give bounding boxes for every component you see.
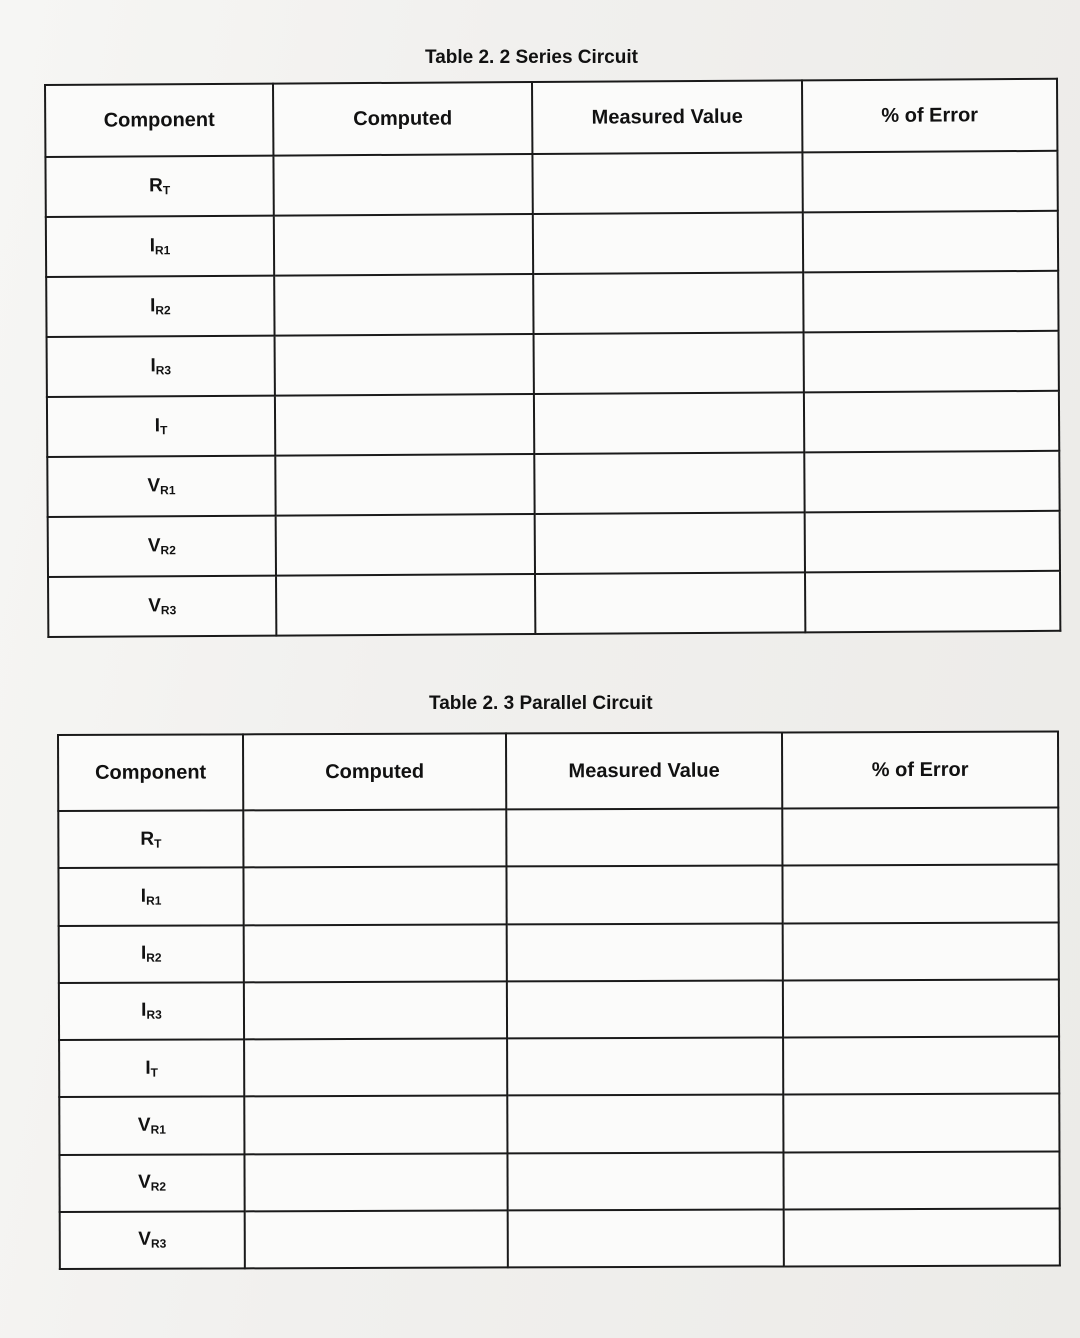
percent-error-cell[interactable]	[783, 922, 1059, 980]
component-symbol: $I_{R3}$	[141, 1000, 162, 1023]
computed-cell[interactable]	[274, 274, 533, 336]
measured-value-cell[interactable]	[506, 866, 782, 924]
component-symbol: $I_T$	[154, 415, 168, 438]
table-row	[60, 1208, 1060, 1269]
percent-error-cell[interactable]	[805, 571, 1060, 633]
measured-value-cell[interactable]	[532, 152, 802, 214]
table-row	[46, 211, 1058, 277]
measured-value-cell[interactable]	[507, 980, 783, 1038]
computed-cell[interactable]	[244, 981, 507, 1039]
header-percent-error: % of Error	[802, 79, 1057, 153]
table-row	[45, 151, 1057, 217]
percent-error-cell[interactable]	[782, 865, 1058, 923]
measured-value-cell[interactable]	[533, 272, 803, 334]
header-computed: Computed	[273, 82, 532, 156]
percent-error-cell[interactable]	[802, 151, 1057, 213]
series-table-caption: Table 2. 2 Series Circuit	[425, 47, 638, 68]
component-symbol: $R_T$	[140, 828, 162, 851]
computed-cell[interactable]	[243, 867, 506, 925]
measured-value-cell[interactable]	[533, 212, 803, 274]
percent-error-cell[interactable]	[783, 1094, 1059, 1152]
component-cell	[48, 516, 276, 577]
table-row	[48, 511, 1060, 577]
computed-cell[interactable]	[244, 1096, 507, 1154]
percent-error-cell[interactable]	[783, 979, 1059, 1037]
component-cell	[45, 156, 273, 217]
computed-cell[interactable]	[244, 1038, 507, 1096]
table-row	[47, 451, 1059, 517]
series-circuit-table	[44, 78, 1061, 638]
component-symbol: $V_{R2}$	[138, 1171, 167, 1194]
header-measured-value: Measured Value	[532, 80, 802, 154]
computed-cell[interactable]	[245, 1210, 508, 1268]
component-cell	[47, 456, 275, 517]
table-row	[59, 1094, 1059, 1155]
component-symbol: $V_{R3}$	[148, 595, 177, 618]
computed-cell[interactable]	[276, 574, 535, 636]
computed-cell[interactable]	[273, 154, 532, 216]
component-cell	[47, 336, 275, 397]
header-component: Component	[58, 734, 243, 811]
computed-cell[interactable]	[274, 214, 533, 276]
table-row	[48, 571, 1060, 637]
percent-error-cell[interactable]	[782, 808, 1058, 866]
component-symbol: $I_{R1}$	[149, 235, 171, 258]
component-cell	[46, 276, 274, 337]
percent-error-cell[interactable]	[783, 1037, 1059, 1095]
computed-cell[interactable]	[244, 1153, 507, 1211]
table-row	[58, 808, 1058, 869]
table-row	[47, 331, 1059, 397]
table-row	[59, 979, 1059, 1040]
table-row	[46, 271, 1058, 337]
component-cell	[59, 982, 244, 1040]
table-row	[59, 1151, 1059, 1212]
component-cell	[48, 576, 276, 637]
percent-error-cell[interactable]	[783, 1151, 1059, 1209]
component-symbol: $I_{R2}$	[149, 295, 171, 318]
component-symbol: $I_T$	[145, 1057, 159, 1080]
component-cell	[58, 868, 243, 926]
computed-cell[interactable]	[244, 924, 507, 982]
measured-value-cell[interactable]	[535, 572, 805, 634]
component-symbol: $I_{R2}$	[140, 942, 162, 965]
component-symbol: $I_{R3}$	[150, 355, 172, 378]
header-component: Component	[45, 84, 273, 157]
component-symbol: $V_{R1}$	[137, 1114, 166, 1137]
component-cell	[60, 1211, 245, 1269]
table-row	[59, 922, 1059, 983]
computed-cell[interactable]	[243, 809, 506, 867]
component-cell	[59, 925, 244, 983]
measured-value-cell[interactable]	[507, 1095, 783, 1153]
measured-value-cell[interactable]	[507, 1037, 783, 1095]
measured-value-cell[interactable]	[506, 808, 782, 866]
percent-error-cell[interactable]	[804, 331, 1059, 393]
percent-error-cell[interactable]	[784, 1208, 1060, 1266]
computed-cell[interactable]	[275, 454, 534, 516]
header-computed: Computed	[243, 733, 506, 810]
component-cell	[58, 810, 243, 868]
parallel-header-row	[58, 732, 1058, 811]
percent-error-cell[interactable]	[803, 271, 1058, 333]
header-percent-error: % of Error	[782, 732, 1058, 809]
component-cell	[46, 216, 274, 277]
measured-value-cell[interactable]	[507, 923, 783, 981]
component-cell	[59, 1039, 244, 1097]
component-symbol: $R_T$	[149, 175, 171, 198]
component-cell	[47, 396, 275, 457]
computed-cell[interactable]	[275, 394, 534, 456]
measured-value-cell[interactable]	[508, 1209, 784, 1267]
measured-value-cell[interactable]	[534, 452, 804, 514]
table-row	[47, 391, 1059, 457]
parallel-circuit-table	[57, 731, 1061, 1270]
measured-value-cell[interactable]	[534, 392, 804, 454]
component-symbol: $V_{R2}$	[147, 535, 176, 558]
component-symbol: $I_{R1}$	[140, 885, 162, 908]
percent-error-cell[interactable]	[804, 391, 1059, 453]
measured-value-cell[interactable]	[507, 1152, 783, 1210]
measured-value-cell[interactable]	[534, 332, 804, 394]
component-cell	[59, 1097, 244, 1155]
series-header-row	[45, 79, 1057, 157]
percent-error-cell[interactable]	[803, 211, 1058, 273]
computed-cell[interactable]	[275, 334, 534, 396]
component-symbol: $V_{R3}$	[138, 1229, 167, 1252]
measured-value-cell[interactable]	[535, 512, 805, 574]
percent-error-cell[interactable]	[805, 511, 1060, 573]
component-cell	[59, 1154, 244, 1212]
percent-error-cell[interactable]	[804, 451, 1059, 513]
table-row	[58, 865, 1058, 926]
computed-cell[interactable]	[276, 514, 535, 576]
parallel-table-caption: Table 2. 3 Parallel Circuit	[429, 693, 653, 714]
component-symbol: $V_{R1}$	[147, 475, 176, 498]
header-measured-value: Measured Value	[506, 732, 782, 809]
table-row	[59, 1037, 1059, 1098]
